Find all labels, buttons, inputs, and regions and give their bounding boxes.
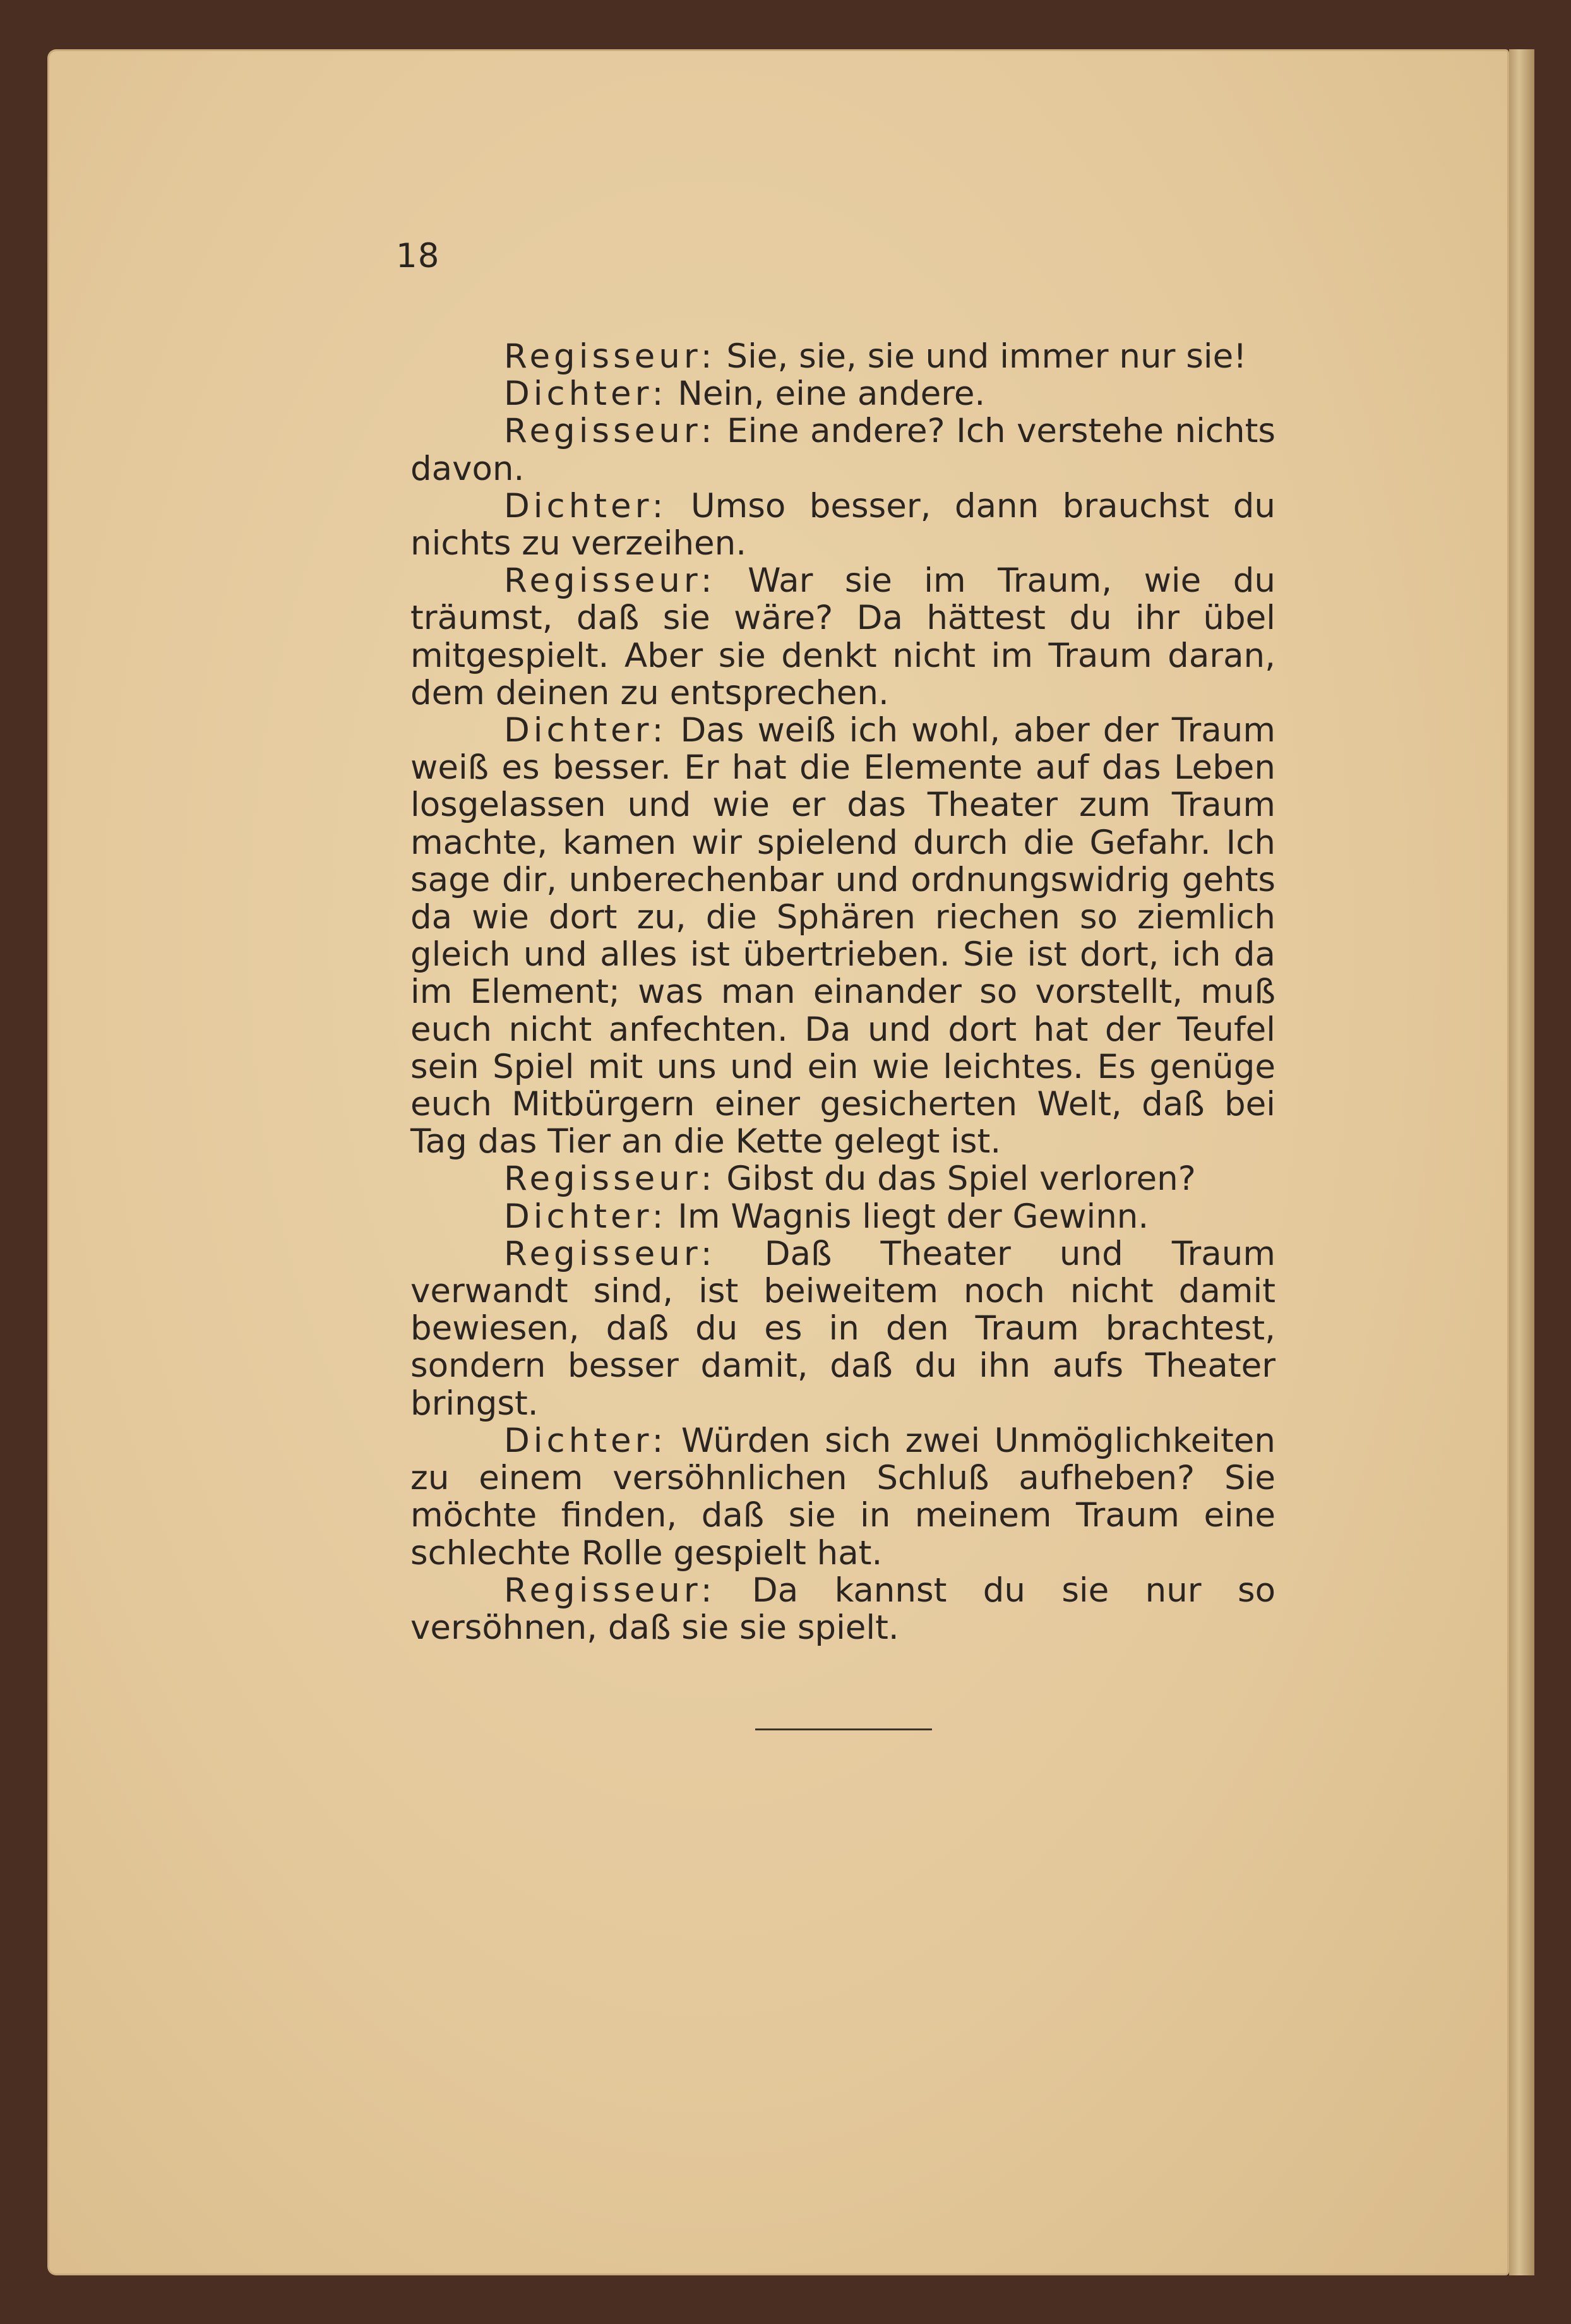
dialogue-line xyxy=(410,1160,1275,1197)
speaker-name: Regisseur: xyxy=(504,1571,716,1610)
speaker-name: Regisseur: xyxy=(504,337,716,376)
dialogue-line xyxy=(410,712,1275,1160)
speaker-name: Dichter: xyxy=(504,1421,667,1460)
speaker-name: Regisseur: xyxy=(504,561,716,601)
dialogue-line xyxy=(410,1572,1275,1646)
dialogue-line xyxy=(410,375,1275,412)
book-spine xyxy=(1509,49,1534,2275)
speaker-name: Dichter: xyxy=(504,711,667,750)
dialogue-text xyxy=(410,338,1275,1646)
dialogue-speech: Sie, sie, sie und immer nur sie! xyxy=(726,337,1247,376)
speaker-name: Regisseur: xyxy=(504,1234,716,1273)
speaker-name: Dichter: xyxy=(504,1197,667,1236)
dialogue-line xyxy=(410,1422,1275,1572)
dialogue-line xyxy=(410,412,1275,487)
dialogue-speech: Eine andere? Ich verstehe nichts davon. xyxy=(410,412,1275,488)
dialogue-line xyxy=(410,1235,1275,1422)
page-number: 18 xyxy=(396,237,440,275)
speaker-name: Dichter: xyxy=(504,486,667,525)
dialogue-speech: Nein, eine andere. xyxy=(678,374,986,414)
dialogue-speech: Umso besser, dann brauchst du nichts zu verzeihen. xyxy=(410,486,1275,563)
dialogue-speech: Im Wagnis liegt der Gewinn. xyxy=(678,1197,1149,1236)
dialogue-speech: Das weiß ich wohl, aber der Traum weiß es besser. Er hat die Elemente auf das Leben losgelassen und wie er das Theater zum Traum machte, kamen wir spielend durch die Gefahr. Ich sage dir, unberechenbar und ordnungswidrig gehts da wie dort zu, die Sphären riechen so ziemlich gleich und alles ist übertrieben. Sie ist dort, ich da im Element; was man einander so vorstellt, muß euch nicht anfechten. Da und dort hat der Teufel sein Spiel mit uns und ein wie leichtes. Es genüge euch Mitbürgern einer gesicherten Welt, daß bei Tag das Tier an die Kette gelegt ist. xyxy=(410,711,1275,1161)
speaker-name: Dichter: xyxy=(504,374,667,414)
end-rule-divider xyxy=(755,1728,932,1730)
dialogue-speech: Gibst du das Spiel verloren? xyxy=(726,1159,1196,1199)
dialogue-line xyxy=(410,1198,1275,1235)
speaker-name: Regisseur: xyxy=(504,1159,716,1199)
dialogue-speech: War sie im Traum, wie du träumst, daß sie wäre? Da hättest du ihr übel mitgespielt. Aber sie denkt nicht im Traum daran, dem deinen zu entsprechen. xyxy=(410,561,1275,712)
speaker-name: Regisseur: xyxy=(504,412,716,451)
dialogue-line xyxy=(410,562,1275,712)
dialogue-speech: Da kannst du sie nur so versöhnen, daß sie sie spielt. xyxy=(410,1571,1275,1647)
dialogue-speech: Daß Theater und Traum verwandt sind, ist beiweitem noch nicht damit bewiesen, daß du es in den Traum brachtest, sondern besser damit, daß du ihn aufs Theater bringst. xyxy=(410,1234,1275,1423)
dialogue-line xyxy=(410,338,1275,375)
dialogue-speech: Würden sich zwei Unmöglichkeiten zu einem versöhnlichen Schluß aufheben? Sie möchte finden, daß sie in meinem Traum eine schlechte Rolle gespielt hat. xyxy=(410,1421,1275,1572)
dialogue-line xyxy=(410,488,1275,562)
